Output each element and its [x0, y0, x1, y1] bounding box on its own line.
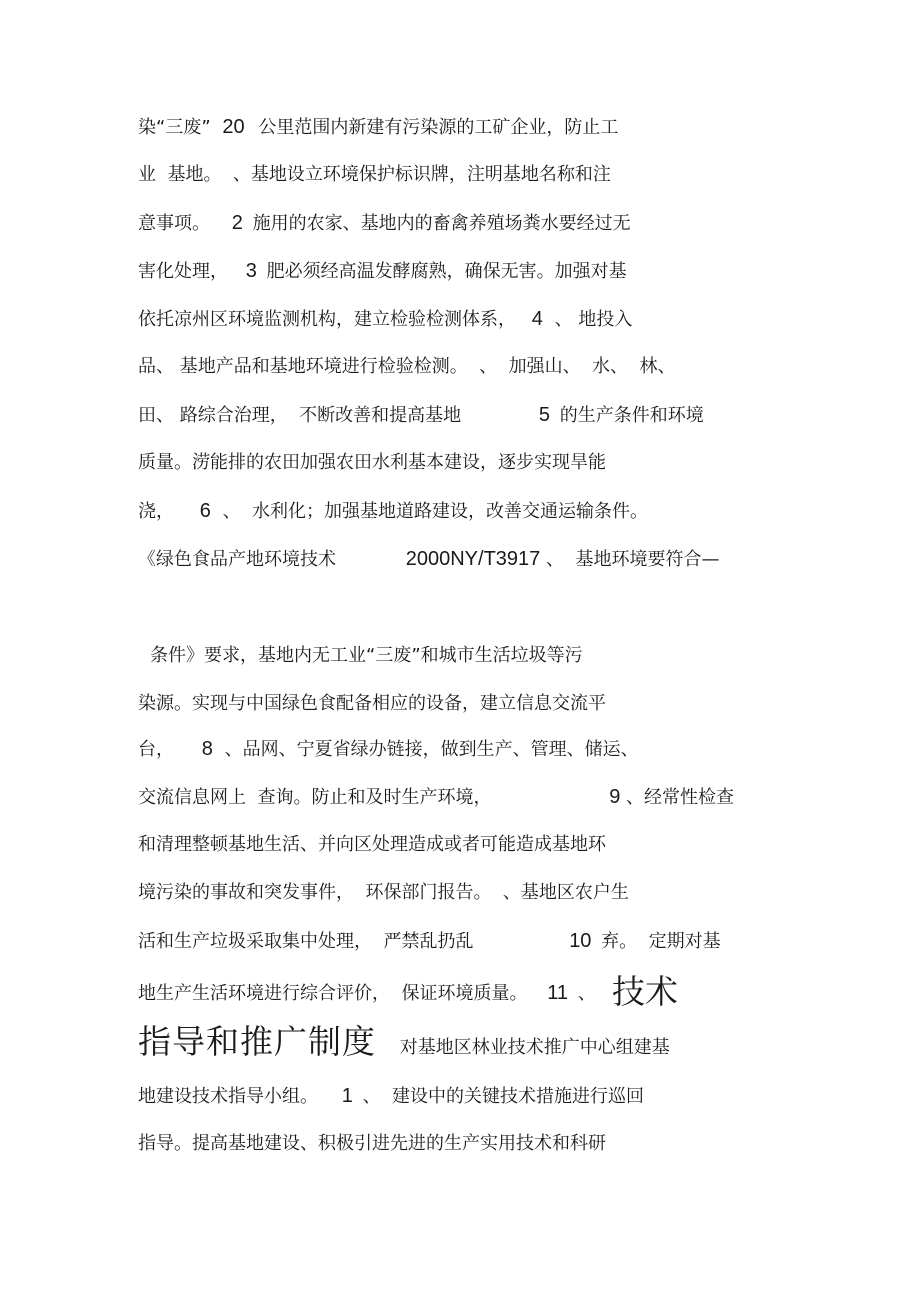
text-segment: 弃。 定期对基	[601, 931, 721, 952]
text-segment: 地生产生活环境进行综合评价， 保证环境质量。	[138, 983, 528, 1004]
text-segment: 染“三废”	[138, 117, 211, 138]
text-line	[138, 159, 611, 191]
text-line	[138, 255, 627, 287]
number-segment: 20	[222, 116, 245, 138]
text-segment: 害化处理，	[138, 261, 228, 282]
text-segment: 业 基地。 、基地设立环境保护标识牌，注明基地名称和注	[138, 164, 611, 185]
text-segment: 品、 基地产品和基地环境进行检验检测。 、 加强山、 水、 林、	[138, 356, 676, 377]
text-segment: 台，	[138, 739, 174, 760]
text-segment: 、 建设中的关键技术措施进行巡回	[362, 1086, 645, 1107]
number-segment: 6	[199, 500, 211, 522]
text-segment: 和清理整顿基地生活、并向区处理造成或者可能造成基地环	[138, 834, 606, 855]
text-line	[138, 303, 632, 335]
text-segment: 活和生产垃圾采取集中处理， 严禁乱扔乱	[138, 931, 474, 952]
section-heading-part2: 指导和推广制度	[138, 1022, 376, 1061]
text-line	[138, 447, 606, 479]
number-segment: 10	[569, 930, 592, 952]
text-segment: 公里范围内新建有污染源的工矿企业，防止工	[258, 117, 619, 138]
text-line	[138, 1128, 606, 1160]
text-segment: 、经常性检查	[626, 787, 735, 808]
text-segment: 、品网、宁夏省绿办链接，做到生产、管理、储运、	[224, 739, 639, 760]
text-segment: 、 基地环境要符合—	[546, 549, 720, 570]
number-segment: 2000NY/T3917	[405, 548, 541, 570]
number-segment: 9	[609, 786, 621, 808]
text-line	[138, 1080, 644, 1112]
number-segment: 5	[538, 404, 551, 426]
text-segment: 肥必须经高温发酵腐熟，确保无害。加强对基	[266, 261, 627, 282]
text-line	[138, 829, 606, 861]
number-segment: 8	[201, 738, 213, 760]
text-line	[138, 111, 618, 143]
text-line	[138, 733, 639, 765]
text-segment: 依托凉州区环境监测机构，建立检验检测体系，	[138, 309, 516, 330]
text-line	[138, 543, 719, 575]
text-line	[150, 640, 583, 672]
text-segment: 质量。涝能排的农田加强农田水利基本建设，逐步实现旱能	[138, 452, 606, 473]
text-line	[138, 207, 631, 239]
text-segment: 、 水利化；加强基地道路建设，改善交通运输条件。	[222, 501, 649, 522]
text-segment: 境污染的事故和突发事件， 环保部门报告。 、基地区农户生	[138, 882, 629, 903]
number-segment: 1	[341, 1085, 353, 1107]
text-line	[138, 1020, 670, 1064]
text-line	[138, 781, 734, 813]
text-segment: 意事项。	[138, 213, 210, 234]
text-line	[138, 977, 596, 1009]
section-heading-part1: 技术	[612, 972, 678, 1011]
text-segment: 田、 路综合治理， 不断改善和提高基地	[138, 405, 462, 426]
number-segment: 3	[245, 260, 257, 282]
text-line	[138, 925, 721, 957]
text-segment: 浇，	[138, 501, 174, 522]
text-line	[138, 351, 676, 383]
text-line	[138, 495, 648, 527]
text-segment: 指导。提高基地建设、积极引进先进的生产实用技术和科研	[138, 1133, 606, 1154]
text-segment: 施用的农家、基地内的畜禽养殖场粪水要经过无	[252, 213, 631, 234]
text-segment: 地建设技术指导小组。	[138, 1086, 318, 1107]
text-segment: 《绿色食品产地环境技术	[138, 549, 336, 570]
text-line	[138, 877, 629, 909]
text-segment: 、	[577, 983, 596, 1004]
text-segment: 条件》要求，基地内无工业“三废”和城市生活垃圾等污	[150, 645, 583, 666]
text-line	[138, 399, 704, 431]
number-segment: 2	[231, 212, 243, 234]
text-segment: 对基地区林业技术推广中心组建基	[399, 1037, 670, 1058]
text-segment: 的生产条件和环境	[559, 405, 704, 426]
text-segment: 交流信息网上 查询。防止和及时生产环境，	[138, 787, 492, 808]
number-segment: 11	[547, 982, 568, 1004]
text-line	[138, 688, 606, 720]
text-segment: 、 地投入	[554, 309, 633, 330]
text-segment: 染源。实现与中国绿色食配备相应的设备，建立信息交流平	[138, 693, 606, 714]
number-segment: 4	[531, 308, 543, 330]
